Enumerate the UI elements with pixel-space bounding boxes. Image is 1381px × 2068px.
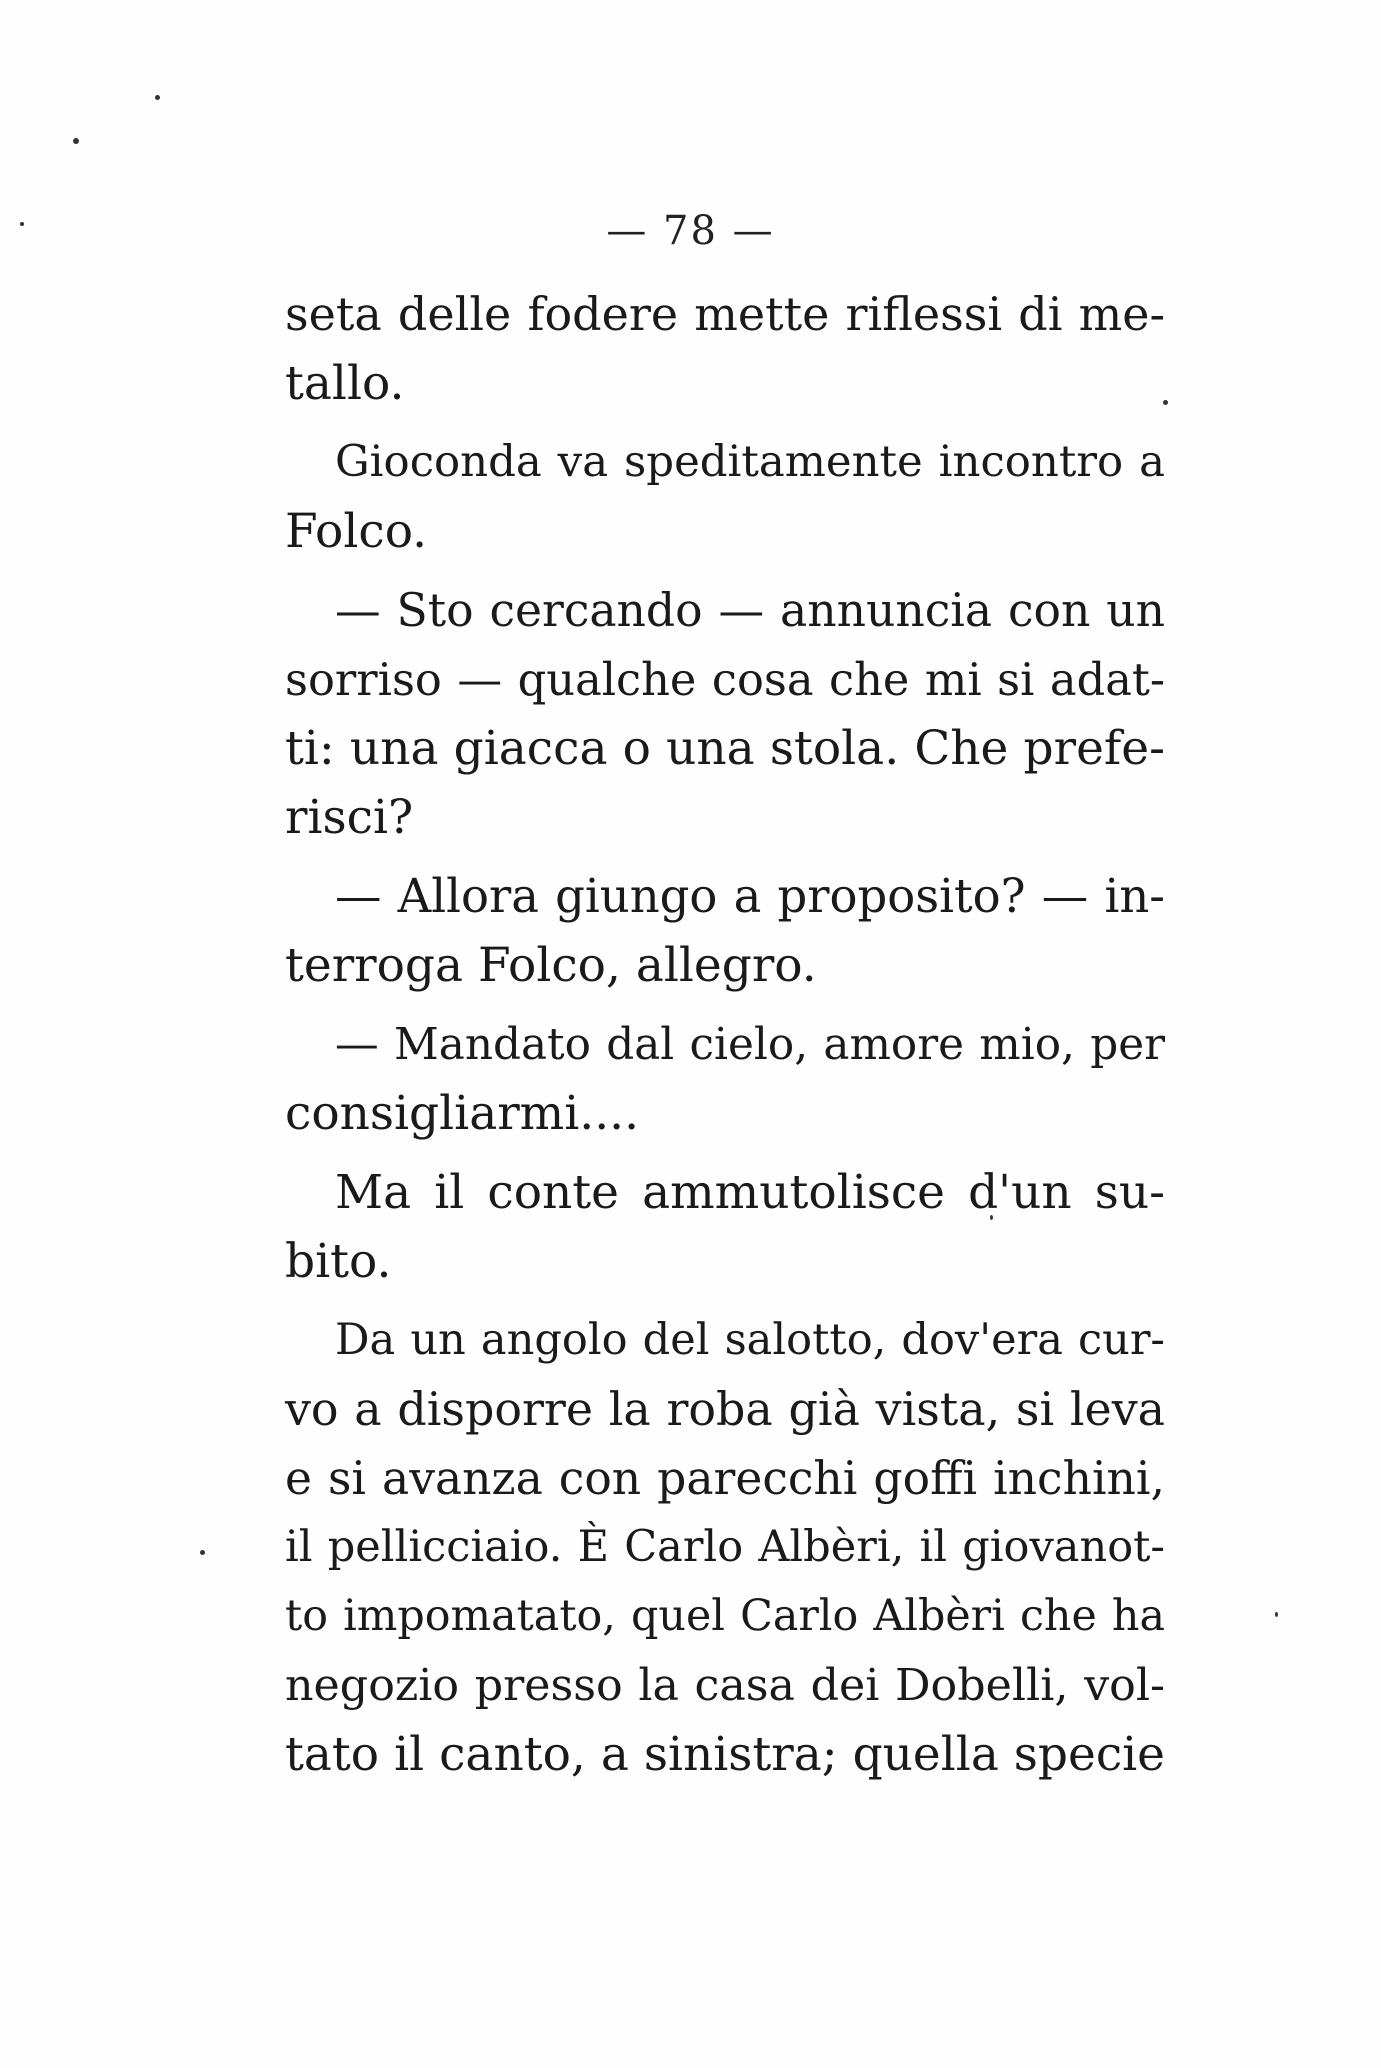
text-line: il pellicciaio. È Carlo Albèri, il giovanot-: [285, 1522, 1165, 1572]
text-line: ti: una giacca o una stola. Che prefe-: [285, 721, 1165, 776]
text-line: risci?: [285, 790, 414, 845]
text-line: terroga Folco, allegro.: [285, 938, 817, 993]
text-line: tallo.: [285, 356, 405, 411]
page-number: — 78 —: [606, 208, 775, 254]
body-text: [285, 280, 1165, 1789]
text-line: — Mandato dal cielo, amore mio, per: [335, 1019, 1165, 1070]
scan-speck: [200, 1550, 205, 1555]
text-line: — Allora giungo a proposito? — in-: [335, 869, 1165, 923]
text-line: negozio presso la casa dei Dobelli, vol-: [285, 1660, 1165, 1711]
text-line: Da un angolo del salotto, dov'era cur-: [335, 1315, 1165, 1365]
scan-speck: [73, 138, 79, 144]
text-line: to impomatato, quel Carlo Albèri che ha: [285, 1591, 1165, 1641]
text-line: Gioconda va speditamente incontro a: [335, 437, 1165, 487]
text-line: e si avanza con parecchi goffi inchini,: [285, 1452, 1165, 1505]
scan-speck: [155, 95, 160, 100]
text-line: — Sto cercando — annuncia con un: [335, 584, 1165, 637]
text-line: bito.: [285, 1234, 392, 1289]
text-line: tato il canto, a sinistra; quella specie: [285, 1727, 1165, 1782]
scan-speck: [1275, 1612, 1278, 1617]
text-line: Ma il conte ammutolisce d'un su-: [335, 1165, 1165, 1220]
text-line: seta delle fodere mette riflessi di me-: [285, 287, 1165, 341]
text-line: sorriso — qualche cosa che mi si adat-: [285, 653, 1165, 706]
text-line: vo a disporre la roba già vista, si leva: [285, 1382, 1165, 1436]
text-line: Folco.: [285, 504, 428, 559]
text-line: consigliarmi....: [285, 1086, 640, 1141]
